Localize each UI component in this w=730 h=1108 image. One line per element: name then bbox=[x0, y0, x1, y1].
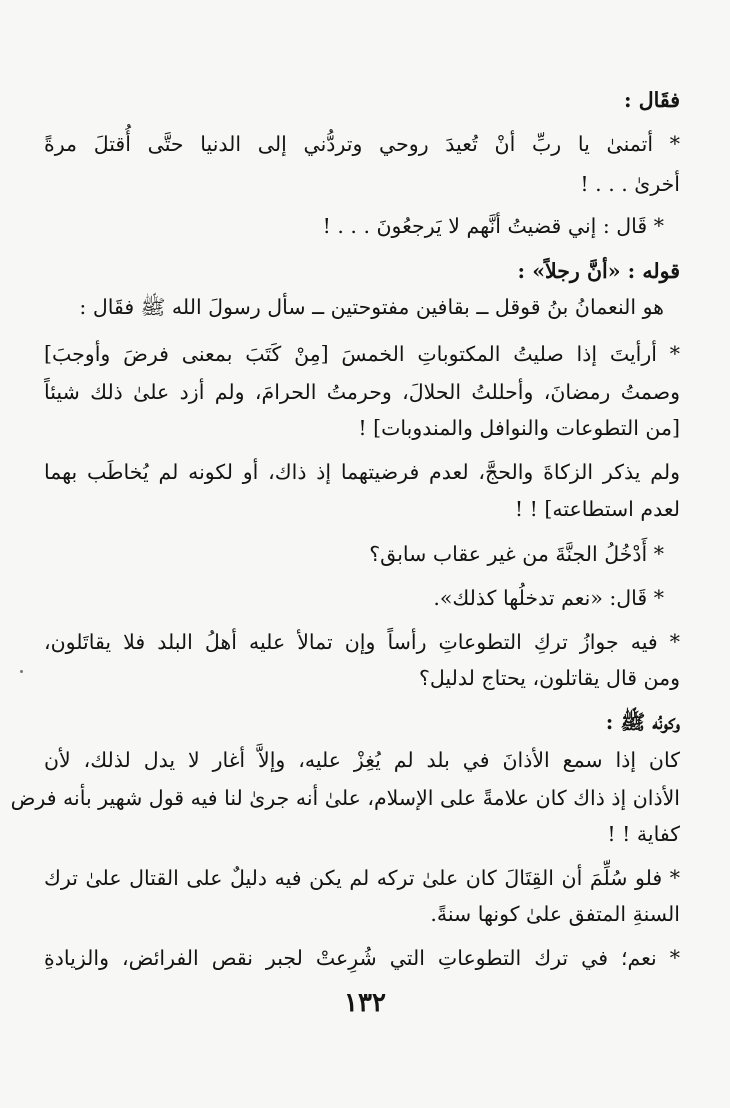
text-line: لعدم استطاعته] ! ! bbox=[514, 497, 680, 521]
text-line: كان إذا سمع الأذانَ في بلد لم يُغِزْ عليه، وإلاَّ أغار لا يدل لذلك، لأن bbox=[44, 748, 680, 772]
text-line: * نعم؛ في ترك التطوعاتِ التي شُرِعتْ لجبر نقص الفرائض، والزيادةِ bbox=[44, 946, 680, 970]
heading-qawluhu: قوله : «أنَّ رجلاً» : bbox=[517, 259, 680, 283]
text-line: [من التطوعات والنوافل والمندوبات] ! bbox=[358, 416, 680, 440]
text-line: * أَدْخُلُ الجنَّةَ من غير عقاب سابق؟ bbox=[369, 542, 664, 566]
text-line: السنةِ المتفق علىٰ كونها سنةً. bbox=[430, 902, 680, 926]
page-number: ١٣٢ bbox=[344, 988, 386, 1018]
text-line: الأذان إذ ذاك كان علامةً على الإسلام، علىٰ أنه جرىٰ لنا فيه قول شهير بأنه فرض bbox=[10, 786, 680, 810]
text-line: * أرأيتَ إذا صليتُ المكتوباتِ الخمسَ [مِنْ كَتَبَ بمعنى فرضَ وأوجبَ] bbox=[44, 342, 680, 366]
heading-kawnuhu: وكونُه ﷺ : bbox=[605, 710, 680, 734]
text-line: * قَال : إني قضيتُ أنَّهم لا يَرجعُونَ . . . ! bbox=[322, 214, 664, 238]
heading-faqal: فقَال : bbox=[623, 88, 680, 112]
text-line: * قَال: «نعم تدخلُها كذلك». bbox=[433, 586, 664, 610]
text-line: * فيه جوازُ تركِ التطوعاتِ رأساً وإن تمالأ عليه أهلُ البلد فلا يقاتَلون، bbox=[44, 630, 680, 654]
text-line: * أتمنىٰ يا ربِّ أنْ تُعيدَ روحي وتردُّني إلى الدنيا حتَّى أُقتلَ مرةً bbox=[44, 132, 680, 156]
text-line: هو النعمانُ بنُ قوقل ــ بقافين مفتوحتين ــ سأل رسولَ الله ﷺ فقَال : bbox=[79, 295, 664, 319]
scan-speck bbox=[20, 670, 23, 673]
text-line: * فلو سُلِّمَ أن القِتَالَ كان علىٰ تركه لم يكن فيه دليلٌ على القتال علىٰ ترك bbox=[44, 866, 680, 890]
text-line: أخرىٰ . . . ! bbox=[580, 172, 680, 196]
text-line: كفاية ! ! bbox=[607, 822, 680, 846]
text-line: ولم يذكر الزكاةَ والحجَّ، لعدم فرضيتهما إذ ذاك، أو لكونه لم يُخاطَب بهما bbox=[44, 460, 680, 484]
text-line: وصمتُ رمضانَ، وأحللتُ الحلالَ، وحرمتُ الحرامَ، ولم أزد علىٰ ذلك شيئاً bbox=[44, 380, 680, 404]
text-line: ومن قال يقاتلون، يحتاج لدليل؟ bbox=[418, 666, 680, 690]
